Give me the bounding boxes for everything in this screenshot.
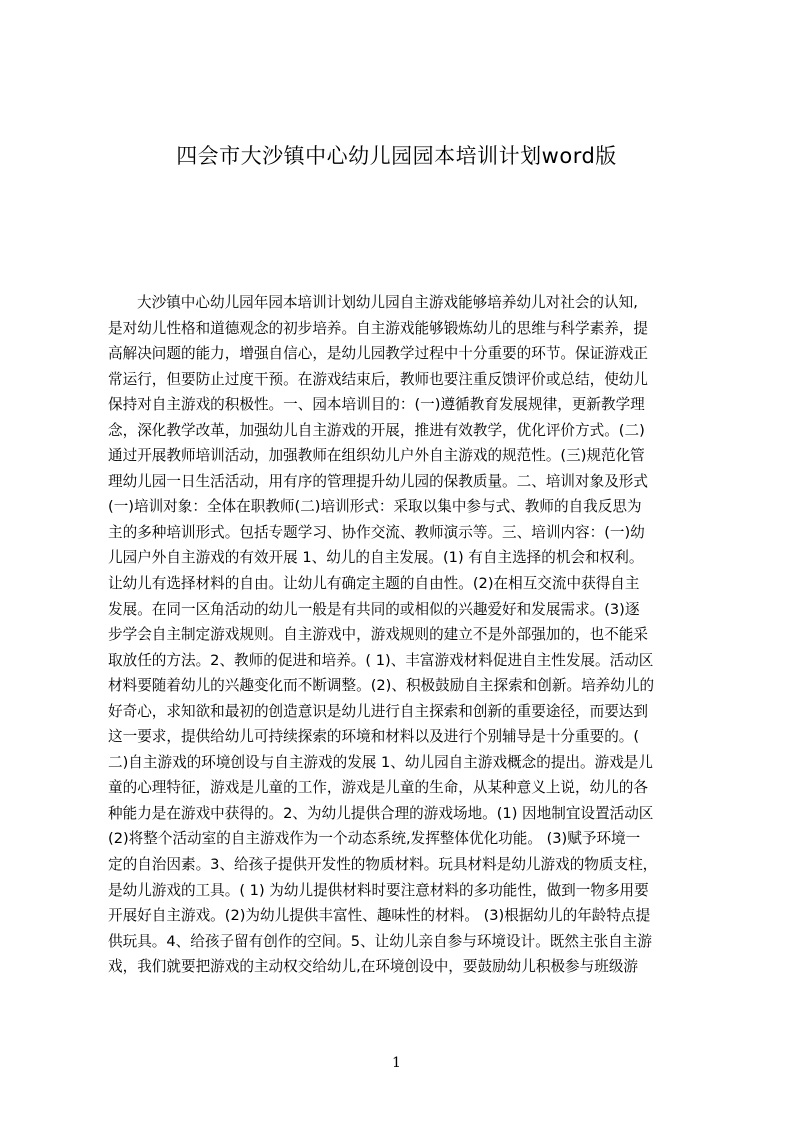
body-text-line: 童的心理特征，游戏是儿童的工作，游戏是儿童的生命，从某种意义上说，幼儿的各 [108,779,648,797]
body-text-line: 通过开展教师培训活动，加强教师在组织幼儿户外自主游戏的规范性。(三)规范化管 [108,447,645,465]
body-text-line: 是幼儿游戏的工具。( 1) 为幼儿提供材料时要注意材料的多功能性，做到一物多用要 [108,881,649,899]
page-number: 1 [392,1055,401,1071]
body-text-line: 种能力是在游戏中获得的。2、为幼儿提供合理的游戏场地。(1) 因地制宜设置活动区 [108,804,654,822]
body-text-line: (一)培训对象：全体在职教师(二)培训形式：采取以集中参与式、教师的自我反思为 [108,498,642,516]
body-text-line: 高解决问题的能力，增强自信心，是幼儿园教学过程中十分重要的环节。保证游戏正 [108,345,648,363]
body-text-line: 理幼儿园一日生活活动，用有序的管理提升幼儿园的保教质量。二、培训对象及形式 [108,472,648,490]
document-body [108,290,698,980]
body-text-line: 保持对自主游戏的积极性。一、园本培训目的：(一)遵循教育发展规律，更新教学理 [108,396,645,414]
body-text-line: 供玩具。4、给孩子留有创作的空间。5、让幼儿亲自参与环境设计。既然主张自主游 [108,932,652,950]
body-text-line: 念，深化教学改革，加强幼儿自主游戏的开展，推进有效教学，优化评价方式。(二) [108,421,645,439]
body-text-line: 步学会自主制定游戏规则。自主游戏中，游戏规则的建立不是外部强加的，也不能采 [108,626,648,644]
body-text-line: (2)将整个活动室的自主游戏作为一个动态系统,发挥整体优化功能。 (3)赋予环境一 [108,830,641,848]
body-text-line: 常运行，但要防止过度干预。在游戏结束后，教师也要注重反馈评价或总结，使幼儿 [108,370,648,388]
body-text-line: 儿园户外自主游戏的有效开展 1、幼儿的自主发展。(1) 有自主选择的机会和权利。 [108,549,644,567]
document-title: 四会市大沙镇中心幼儿园园本培训计划word版 [176,144,617,168]
body-text-line: 好奇心，求知欲和最初的创造意识是幼儿进行自主探索和创新的重要途径，而要达到 [108,702,648,720]
body-text-line: 发展。在同一区角活动的幼儿一般是有共同的或相似的兴趣爱好和发展需求。(3)逐 [108,600,640,618]
body-text-line: 戏，我们就要把游戏的主动权交给幼儿,在环境创设中，要鼓励幼儿积极参与班级游 [108,958,639,976]
body-text-line: 定的自治因素。3、给孩子提供开发性的物质材料。玩具材料是幼儿游戏的物质支柱， [108,856,658,874]
body-text-line: 开展好自主游戏。(2)为幼儿提供丰富性、趣味性的材料。 (3)根据幼儿的年龄特点提 [108,907,651,925]
body-text-line: 二)自主游戏的环境创设与自主游戏的发展 1、幼儿园自主游戏概念的提出。游戏是儿 [108,753,653,771]
body-text-line: 这一要求，提供给幼儿可持续探索的环境和材料以及进行个别辅导是十分重要的。( [108,728,640,746]
body-text-line: 让幼儿有选择材料的自由。让幼儿有确定主题的自由性。(2)在相互交流中获得自主 [108,575,640,593]
body-text-line: 大沙镇中心幼儿园年园本培训计划幼儿园自主游戏能够培养幼儿对社会的认知, [137,294,638,311]
body-text-line: 材料要随着幼儿的兴趣变化而不断调整。(2)、积极鼓励自主探索和创新。培养幼儿的 [108,677,655,695]
body-text-line: 取放任的方法。2、教师的促进和培养。( 1)、丰富游戏材料促进自主性发展。活动区 [108,651,654,669]
body-text-line: 主的多种培训形式。包括专题学习、协作交流、教师演示等。三、培训内容：(一)幼 [108,523,645,541]
body-text-line: 是对幼儿性格和道德观念的初步培养。自主游戏能够锻炼幼儿的思维与科学素养，提 [108,319,648,337]
